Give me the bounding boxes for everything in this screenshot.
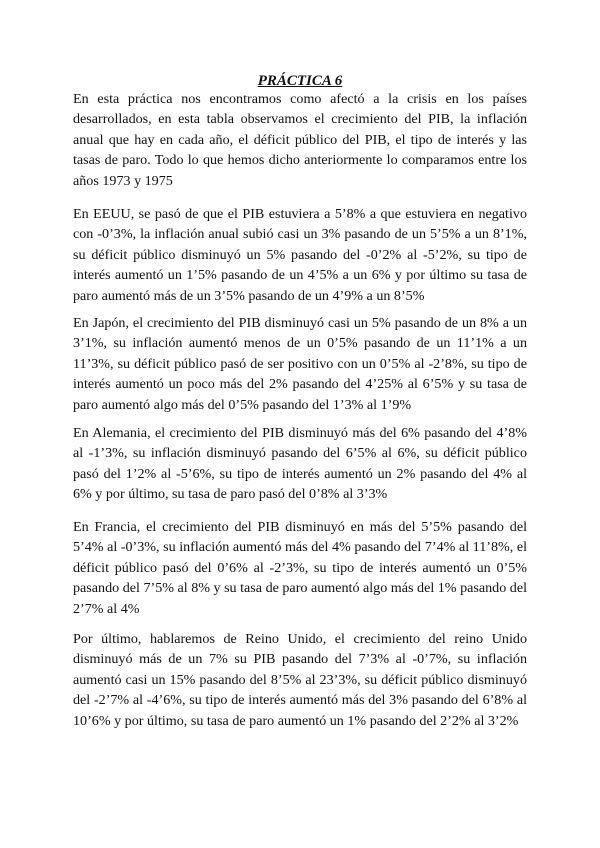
alemania-paragraph: En Alemania, el crecimiento del PIB disminuyó más del 6% pasando del 4’8% al -1’3%, su inflación disminuyó pasando del 6’5% al 6%, su déficit público pasó del 1’2% al -5’6%, su tipo de interés aumentó un 2% pasando del 4% al 6% y por último, su tasa de paro pasó del 0’8% al 3’3% (73, 425, 527, 503)
page-title: PRÁCTICA 6 (257, 73, 343, 89)
eeuu-paragraph: En EEUU, se pasó de que el PIB estuviera a 5’8% a que estuviera en negativo con -0’3%, la inflación anual subió casi un 3% pasando de un 5’5% a un 8’1%, su déficit público disminuyó un 5% pasando del -0’2% al -5’2%, su tipo de interés aumentó un 1’5% pasando de un 4’5% a un 6% y por último su tasa de paro aumentó más de un 3’5% pasando de un 4’9% a un 8’5% (73, 206, 527, 304)
francia-paragraph: En Francia, el crecimiento del PIB disminuyó en más del 5’5% pasando del 5’4% al -0’3%, su inflación aumentó más del 4% pasando del 7’4% al 11’8%, el déficit público pasó del 0’6% al -2’3%, su tipo de interés aumentó un 0’5% pasando del 7’5% al 8% y su tasa de paro aumentó algo más del 1% pasando del 2’7% al 4% (73, 519, 528, 617)
intro-paragraph: En esta práctica nos encontramos como afectó a la crisis en los países desarrollados, en esta tabla observamos el crecimiento del PIB, la inflación anual que hay en cada año, el déficit público del PIB, el tipo de interés y las tasas de paro. Todo lo que hemos dicho anteriormente lo comparamos entre los años 1973 y 1975 (73, 91, 527, 189)
reino-unido-paragraph: Por último, hablaremos de Reino Unido, el crecimiento del reino Unido disminuyó más de un 7% su PIB pasando del 7’3% al -0’7%, su inflación aumentó casi un 15% pasando del 8’5% al 23’3%, su déficit público disminuyó del -2’7% al -4’6%, su tipo de interés aumentó más del 3% pasando del 6’8% al 10’6% y por último, su tasa de paro aumentó un 1% pasando del 2’2% al 3’2% (73, 631, 527, 729)
japon-paragraph: En Japón, el crecimiento del PIB disminuyó casi un 5% pasando de un 8% a un 3’1%, su inflación aumentó menos de un 0’5% pasando de un 11’1% a un 11’3%, su déficit público pasó de ser positivo con un 0’5% al -2’8%, su tipo de interés aumentó un poco más del 2% pasando del 4’25% al 6’5% y su tasa de paro aumentó algo más del 0’5% pasando del 1’3% al 1’9% (73, 315, 527, 413)
